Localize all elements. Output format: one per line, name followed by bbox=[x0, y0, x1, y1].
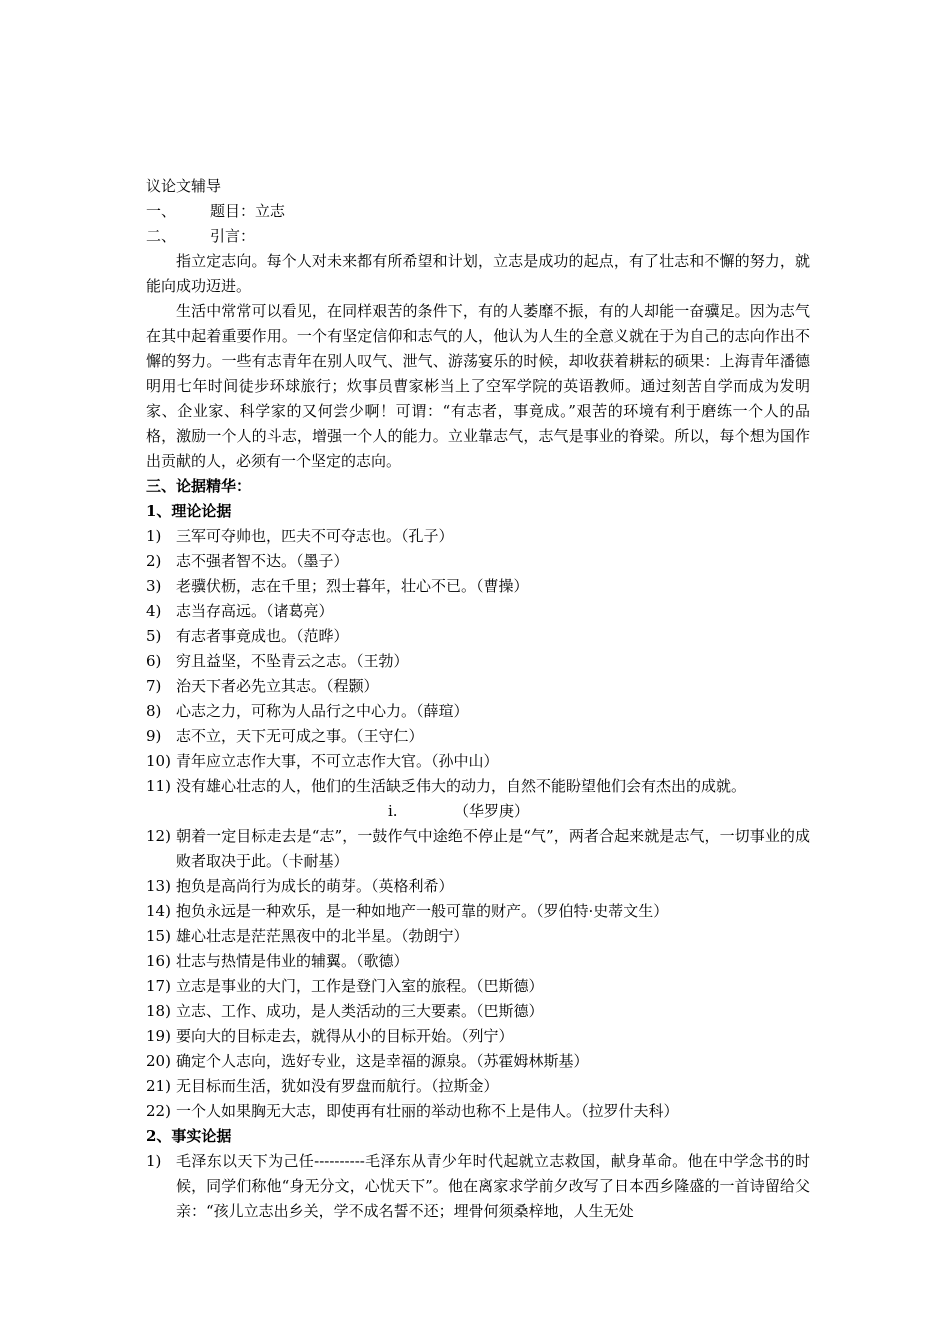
list-item-text: 治天下者必先立其志。（程颢） bbox=[176, 677, 379, 695]
list-item-number: 15) bbox=[146, 927, 171, 945]
list-item bbox=[146, 1149, 810, 1224]
list-item bbox=[146, 774, 810, 799]
section-intro-number: 二、 bbox=[146, 227, 177, 245]
list-item-number: 20) bbox=[146, 1052, 171, 1070]
list-item bbox=[146, 574, 810, 599]
list-item-text: 志当存高远。（诸葛亮） bbox=[176, 602, 334, 620]
list-item bbox=[146, 1049, 810, 1074]
attribution-text: （华罗庚） bbox=[454, 802, 530, 820]
list-item-text: 毛泽东以天下为己任----------毛泽东从青少年时代起就立志救国，献身革命。他在中学念书的时候，同学们称他“身无分文，心忧天下”。他在离家求学前夕改写了日本西乡隆盛的一首诗留给父亲：“孩儿立志出乡关，学不成名誓不还；埋骨何须桑梓地，人生无处 bbox=[176, 1152, 810, 1220]
list-item-text: 老骥伏枥，志在千里；烈士暮年，壮心不已。（曹操） bbox=[176, 577, 529, 595]
list-item bbox=[146, 724, 810, 749]
list-item-number: 12) bbox=[146, 827, 171, 845]
list-item-number: 10) bbox=[146, 752, 171, 770]
list-item-text: 穷且益坚，不坠青云之志。（王勃） bbox=[176, 652, 409, 670]
section-topic-text: 题目：立志 bbox=[210, 202, 286, 220]
list-item bbox=[146, 1074, 810, 1099]
list-item-number: 16) bbox=[146, 952, 171, 970]
list-item-text: 心志之力，可称为人品行之中心力。（薛瑄） bbox=[176, 702, 469, 720]
list-item-number: 18) bbox=[146, 1002, 171, 1020]
theory-list bbox=[146, 524, 810, 799]
list-item bbox=[146, 1024, 810, 1049]
list-item-text: 朝着一定目标走去是“志”，一鼓作气中途绝不停止是“气”，两者合起来就是志气，一切事业的成败者取决于此。（卡耐基） bbox=[176, 827, 810, 870]
list-item bbox=[146, 624, 810, 649]
fact-list bbox=[146, 1149, 810, 1224]
document-page bbox=[146, 174, 810, 1224]
list-item-text: 志不立，天下无可成之事。（王守仁） bbox=[176, 727, 424, 745]
list-item bbox=[146, 824, 810, 874]
item-11-attribution bbox=[146, 799, 810, 824]
list-item bbox=[146, 924, 810, 949]
intro-paragraph-2: 生活中常常可以看见，在同样艰苦的条件下，有的人萎靡不振，有的人却能一奋骥足。因为志气在其中起着重要作用。一个有坚定信仰和志气的人，他认为人生的全意义就在于为自己的志向作出不懈的努力。一些有志青年在别人叹气、泄气、游荡宴乐的时候，却收获着耕耘的硕果：上海青年潘德明用七年时间徒步环球旅行；炊事员曹家彬当上了空军学院的英语教师。通过刻苦自学而成为发明家、企业家、科学家的又何尝少啊！可谓：“有志者，事竟成。”艰苦的环境有利于磨练一个人的品格，激励一个人的斗志，增强一个人的能力。立业靠志气，志气是事业的脊梁。所以，每个想为国作出贡献的人，必须有一个坚定的志向。 bbox=[146, 302, 810, 470]
list-item-text: 青年应立志作大事，不可立志作大官。（孙中山） bbox=[176, 752, 499, 770]
list-item-text: 壮志与热情是伟业的辅翼。（歌德） bbox=[176, 952, 409, 970]
list-item-number: 5) bbox=[146, 627, 162, 645]
list-item-text: 三军可夺帅也，匹夫不可夺志也。（孔子） bbox=[176, 527, 454, 545]
list-item-number: 14) bbox=[146, 902, 171, 920]
list-item bbox=[146, 524, 810, 549]
list-item-text: 要向大的目标走去，就得从小的目标开始。（列宁） bbox=[176, 1027, 514, 1045]
list-item-number: 3) bbox=[146, 577, 162, 595]
section-topic bbox=[146, 199, 810, 224]
list-item-number: 8) bbox=[146, 702, 162, 720]
list-item-number: 6) bbox=[146, 652, 162, 670]
list-item-number: 22) bbox=[146, 1102, 171, 1120]
list-item-text: 无目标而生活，犹如没有罗盘而航行。（拉斯金） bbox=[176, 1077, 499, 1095]
list-item-number: 2) bbox=[146, 552, 162, 570]
theory-list-continued bbox=[146, 824, 810, 1124]
list-item-text: 抱负永远是一种欢乐，是一种如地产一般可靠的财产。（罗伯特·史蒂文生） bbox=[176, 902, 669, 920]
list-item-number: 1) bbox=[146, 1152, 162, 1170]
list-item-text: 志不强者智不达。（墨子） bbox=[176, 552, 349, 570]
roman-numeral: i. bbox=[388, 802, 398, 820]
list-item bbox=[146, 1099, 810, 1124]
list-item bbox=[146, 749, 810, 774]
theory-arguments-heading: 1、理论论据 bbox=[146, 502, 232, 520]
list-item-text: 立志、工作、成功，是人类活动的三大要素。（巴斯德） bbox=[176, 1002, 544, 1020]
list-item bbox=[146, 949, 810, 974]
list-item bbox=[146, 999, 810, 1024]
list-item bbox=[146, 649, 810, 674]
list-item bbox=[146, 899, 810, 924]
list-item-number: 7) bbox=[146, 677, 162, 695]
list-item-text: 雄心壮志是茫茫黑夜中的北半星。（勃朗宁） bbox=[176, 927, 469, 945]
list-item-text: 立志是事业的大门，工作是登门入室的旅程。（巴斯德） bbox=[176, 977, 544, 995]
list-item bbox=[146, 974, 810, 999]
list-item bbox=[146, 599, 810, 624]
list-item-number: 1) bbox=[146, 527, 162, 545]
doc-title: 议论文辅导 bbox=[146, 177, 222, 195]
list-item-text: 抱负是高尚行为成长的萌芽。（英格利希） bbox=[176, 877, 454, 895]
list-item bbox=[146, 549, 810, 574]
list-item-text: 一个人如果胸无大志，即使再有壮丽的举动也称不上是伟人。（拉罗什夫科） bbox=[176, 1102, 679, 1120]
list-item bbox=[146, 674, 810, 699]
intro-paragraph-1: 指立定志向。每个人对未来都有所希望和计划，立志是成功的起点，有了壮志和不懈的努力，就能向成功迈进。 bbox=[146, 252, 810, 295]
list-item bbox=[146, 699, 810, 724]
section-topic-number: 一、 bbox=[146, 202, 177, 220]
list-item-number: 17) bbox=[146, 977, 171, 995]
list-item bbox=[146, 874, 810, 899]
section-arguments-heading: 三、论据精华： bbox=[146, 477, 252, 495]
list-item-number: 21) bbox=[146, 1077, 171, 1095]
list-item-number: 11) bbox=[146, 777, 171, 795]
list-item-number: 9) bbox=[146, 727, 162, 745]
list-item-number: 13) bbox=[146, 877, 171, 895]
list-item-text: 确定个人志向，选好专业，这是幸福的源泉。（苏霍姆林斯基） bbox=[176, 1052, 589, 1070]
fact-arguments-heading: 2、事实论据 bbox=[146, 1127, 232, 1145]
list-item-number: 4) bbox=[146, 602, 162, 620]
list-item-number: 19) bbox=[146, 1027, 171, 1045]
section-intro bbox=[146, 224, 810, 249]
list-item-text: 有志者事竟成也。（范晔） bbox=[176, 627, 349, 645]
list-item-text: 没有雄心壮志的人，他们的生活缺乏伟大的动力，自然不能盼望他们会有杰出的成就。 bbox=[176, 777, 747, 795]
section-intro-text: 引言： bbox=[210, 227, 256, 245]
